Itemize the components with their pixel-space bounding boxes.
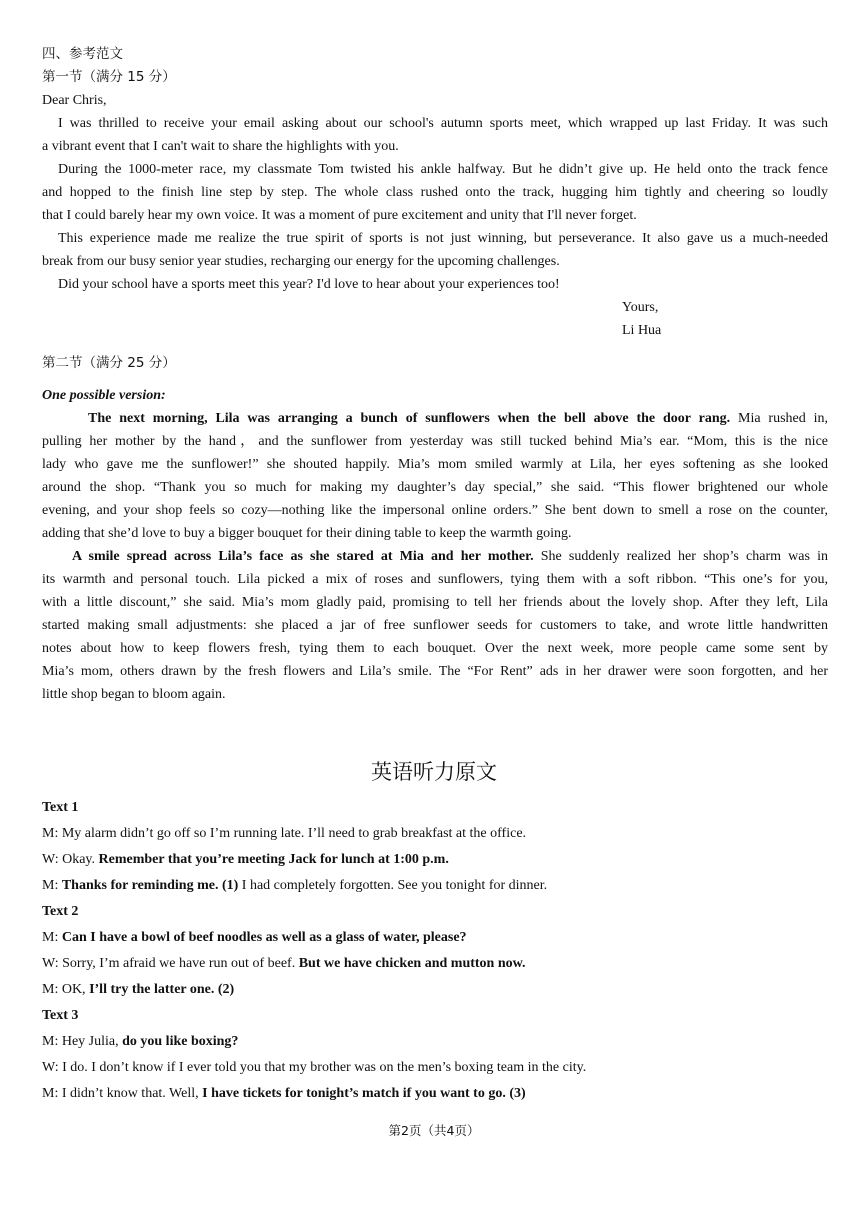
dialogue-text: W: Sorry, I’m afraid we have run out of beef.	[42, 956, 299, 971]
dialogue-text: M: Hey Julia,	[42, 1034, 123, 1049]
dialogue-line	[42, 874, 828, 897]
dialogue-line	[42, 1030, 828, 1053]
letter-line: Did your school have a sports meet this year? I'd love to hear about your experiences too!	[58, 277, 560, 292]
letter-line: and hopped to the finish line step by step. The whole class rushed onto the track, hugging him tightly and cheering so loudly	[42, 185, 828, 200]
dialogue-line: W: I do. I don’t know if I ever told you that my brother was on the men’s boxing team in the city.	[42, 1060, 587, 1075]
dialogue-line: M: My alarm didn’t go off so I’m running late. I’ll need to grab breakfast at the office.	[42, 826, 527, 841]
story-text: She suddenly realized her shop’s charm was in	[533, 549, 828, 564]
story-lead-sentence: The next morning, Lila was arranging a bunch of sunflowers when the bell above the door rang.	[88, 411, 731, 426]
version-label: One possible version:	[42, 388, 166, 403]
dialogue-key-text: do you like boxing?	[122, 1034, 239, 1049]
dialogue-line	[42, 978, 828, 1001]
letter-line: break from our busy senior year studies, recharging our energy for the upcoming challenges.	[42, 254, 560, 269]
story-line: little shop began to bloom again.	[42, 687, 226, 702]
dialogue-text: M:	[42, 930, 62, 945]
story-line	[42, 407, 828, 430]
listening-title: 英语听力原文	[371, 760, 497, 784]
letter-closing: Yours,	[622, 300, 659, 315]
story-line: around the shop. “Thank you so much for making my daughter’s day special,” she said. “This flower brightened our whole	[42, 480, 828, 495]
page-number: 第2页（共4页）	[388, 1123, 480, 1138]
letter-line: that I could barely hear my own voice. It was a moment of pure excitement and unity that I'll never forget.	[42, 208, 637, 223]
letter-greeting: Dear Chris,	[42, 93, 107, 108]
letter-line: a vibrant event that I can't wait to share the highlights with you.	[42, 139, 399, 154]
part-one-heading: 第一节（满分 15 分）	[42, 69, 176, 85]
letter-line: During the 1000-meter race, my classmate Tom twisted his ankle halfway. But he didn’t give up. He held onto the track fence	[58, 162, 828, 177]
dialogue-key-text: Remember that you’re meeting Jack for lunch at 1:00 p.m.	[98, 852, 449, 867]
text-heading: Text 1	[42, 800, 79, 815]
text-heading: Text 2	[42, 904, 79, 919]
dialogue-text: I had completely forgotten. See you tonight for dinner.	[238, 878, 548, 893]
letter-signature: Li Hua	[622, 323, 662, 338]
dialogue-text: W: Okay.	[42, 852, 99, 867]
dialogue-key-text: Thanks for reminding me. (1)	[61, 878, 239, 893]
letter-line: This experience made me realize the true spirit of sports is not just winning, but perseverance. It also gave us a much-needed	[58, 231, 828, 246]
part-two-heading: 第二节（满分 25 分）	[42, 355, 176, 371]
section-heading: 四、参考范文	[42, 46, 123, 62]
dialogue-key-text: I have tickets for tonight’s match if you want to go. (3)	[202, 1086, 526, 1101]
dialogue-key-text: I’ll try the latter one. (2)	[89, 982, 235, 997]
story-line: Mia’s mom, others drawn by the fresh flowers and Lila’s smile. The “For Rent” ads in her drawer were soon forgotten, and her	[42, 664, 828, 679]
text-heading: Text 3	[42, 1008, 79, 1023]
story-line: started making small adjustments: she placed a jar of free sunflower seeds for customers to take, and wrote little handwritten	[42, 618, 828, 633]
letter-line: I was thrilled to receive your email asking about our school's autumn sports meet, which wrapped up last Friday. It was such	[58, 116, 828, 131]
dialogue-line	[42, 926, 828, 949]
story-text: Mia rushed in,	[730, 411, 828, 426]
dialogue-text: M:	[42, 878, 62, 893]
dialogue-text: M: I didn’t know that. Well,	[42, 1086, 203, 1101]
dialogue-key-text: Can I have a bowl of beef noodles as well as a glass of water, please?	[61, 930, 467, 945]
dialogue-text: M: OK,	[42, 982, 90, 997]
dialogue-key-text: But we have chicken and mutton now.	[298, 956, 526, 971]
story-line: evening, and your shop feels so cozy—nothing like the impersonal online orders.” She bent down to smell a rose on the counter,	[42, 503, 828, 518]
dialogue-line	[42, 848, 828, 871]
story-line: notes about how to keep flowers fresh, tying them to each bouquet. Over the next week, more people came some sent by	[42, 641, 828, 656]
dialogue-line	[42, 1082, 828, 1105]
story-line: adding that she’d love to buy a bigger bouquet for their dining table to keep the warmth going.	[42, 526, 572, 541]
story-line: pulling her mother by the hand，and the sunflower from yesterday was still tucked behind Mia’s ear. “Mom, this is the nice	[42, 434, 828, 449]
story-line: with a little discount,” she said. Mia’s mom gladly paid, promising to tell her friends about the lovely shop. After they left, Lila	[42, 595, 828, 610]
story-line: lady who gave me the sunflower!” she shouted happily. Mia’s mom smiled warmly at Lila, her eyes softening as she looked	[42, 457, 828, 472]
story-lead-sentence: A smile spread across Lila’s face as she stared at Mia and her mother.	[72, 549, 534, 564]
story-line: its warmth and personal touch. Lila picked a mix of roses and sunflowers, tying them with a soft ribbon. “This one’s for you,	[42, 572, 828, 587]
dialogue-line	[42, 952, 828, 975]
story-line	[42, 545, 828, 568]
